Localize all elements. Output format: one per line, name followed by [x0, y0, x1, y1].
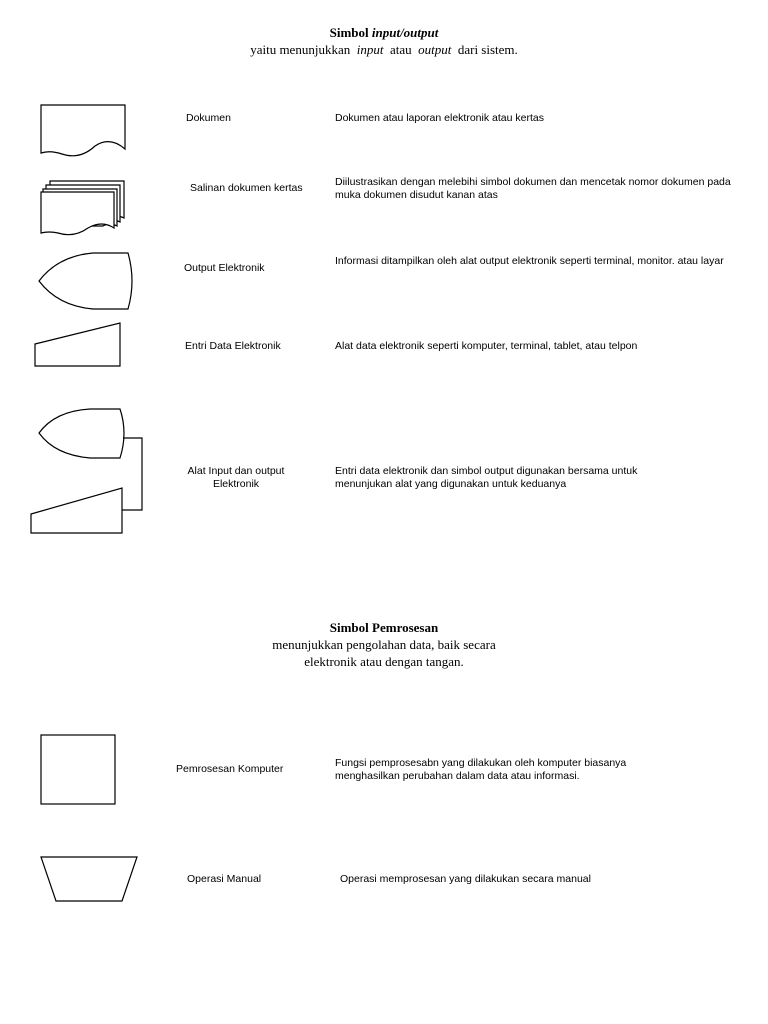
io-symbol-label: Dokumen	[186, 112, 231, 124]
io-section-heading	[0, 24, 768, 58]
io-symbol-description: Entri data elektronik dan simbol output digunakan bersama untuk menunjukan alat yang digunakan untuk keduanya	[335, 465, 638, 490]
process-icon	[40, 734, 118, 806]
io-symbol-label: Salinan dokumen kertas	[190, 182, 303, 194]
input-output-device-icon	[30, 408, 146, 538]
manual-input-icon	[34, 322, 124, 368]
display-icon	[38, 252, 130, 312]
proc-symbol-label: Pemrosesan Komputer	[176, 763, 284, 775]
processing-section-subtitle-line1: menunjukkan pengolahan data, baik secara	[272, 637, 496, 652]
io-symbol-label: Entri Data Elektronik	[185, 340, 281, 352]
io-section-title: Simbol input/output	[329, 25, 439, 40]
proc-symbol-description: Fungsi pemprosesabn yang dilakukan oleh komputer biasanya menghasilkan perubahan dalam data atau informasi.	[335, 757, 627, 782]
proc-symbol-label: Operasi Manual	[187, 873, 262, 885]
io-symbol-description: Informasi ditampilkan oleh alat output elektronik seperti terminal, monitor. atau layar	[335, 255, 724, 267]
io-section-subtitle: yaitu menunjukkan input atau output dari sistem.	[250, 42, 518, 57]
processing-section-subtitle-line2: elektronik atau dengan tangan.	[304, 654, 464, 669]
processing-section-title: Simbol Pemrosesan	[329, 620, 439, 635]
multiple-documents-icon	[40, 180, 130, 240]
io-symbol-label: Output Elektronik	[184, 262, 265, 274]
manual-operation-icon	[40, 856, 140, 904]
proc-symbol-description: Operasi memprosesan yang dilakukan secara manual	[340, 873, 591, 885]
processing-section-heading	[0, 619, 768, 670]
document-icon	[40, 104, 130, 160]
io-symbol-description: Alat data elektronik seperti komputer, terminal, tablet, atau telpon	[335, 340, 638, 352]
io-symbol-description: Diilustrasikan dengan melebihi simbol dokumen dan mencetak nomor dokumen pada muka dokumen disudut kanan atas	[335, 176, 731, 201]
io-symbol-label: Alat Input dan output Elektronik	[187, 465, 285, 490]
io-symbol-description: Dokumen atau laporan elektronik atau kertas	[335, 112, 544, 124]
